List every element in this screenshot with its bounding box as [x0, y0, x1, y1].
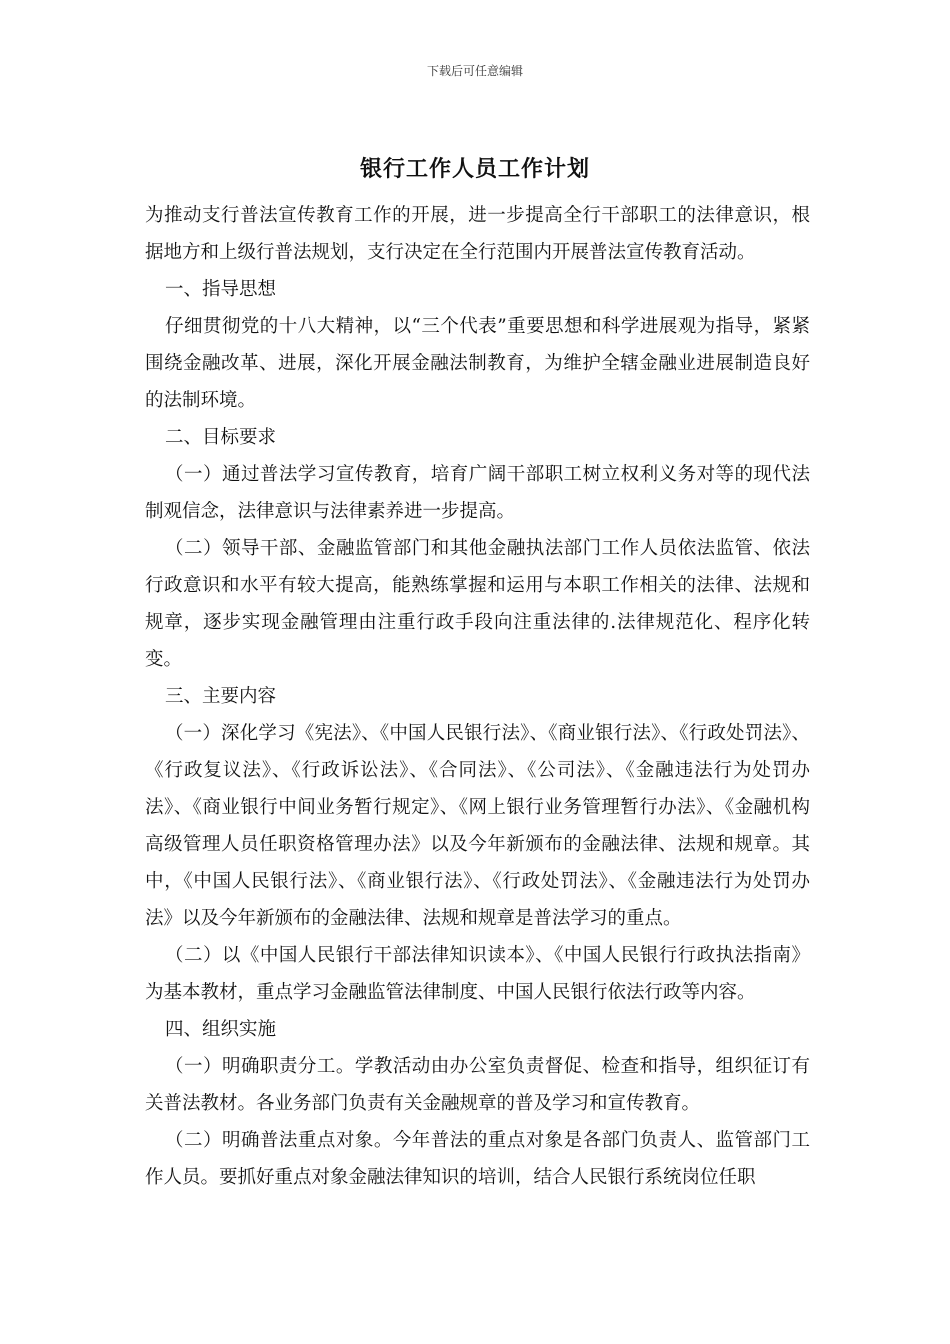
intro-paragraph: 为推动支行普法宣传教育工作的开展，进一步提高全行干部职工的法律意识，根据地方和上级行普法规划，支行决定在全行范围内开展普法宣传教育活动。 [145, 205, 810, 263]
goals-item-2: （二）领导干部、金融监管部门和其他金融执法部门工作人员依法监管、依法行政意识和水平有较大提高，能熟练掌握和运用与本职工作相关的法律、法规和规章，逐步实现金融管理由注重行政手段向注重法律的.法律规范化、程序化转变。 [145, 538, 810, 670]
section-heading-guiding-ideology: 一、指导思想 [165, 279, 277, 300]
guiding-ideology-paragraph: 仔细贯彻党的十八大精神，以“三个代表”重要思想和科学进展观为指导，紧紧围绕金融改革、进展，深化开展金融法制教育，为维护全辖金融业进展制造良好的法制环境。 [145, 316, 810, 411]
main-content-item-2: （二）以《中国人民银行干部法律知识读本》、《中国人民银行行政执法指南》为基本教材，重点学习金融监管法律制度、中国人民银行依法行政等内容。 [145, 945, 810, 1003]
goals-item-1: （一）通过普法学习宣传教育，培育广阔干部职工树立权利义务对等的现代法制观信念，法律意识与法律素养进一步提高。 [145, 464, 810, 522]
document-body [145, 197, 810, 1196]
header-note: 下载后可任意编辑 [426, 64, 523, 78]
section-heading-implementation: 四、组织实施 [165, 1019, 277, 1040]
section-heading-goals: 二、目标要求 [165, 427, 277, 448]
main-content-item-1: （一）深化学习《宪法》、《中国人民银行法》、《商业银行法》、《行政处罚法》、《行政复议法》、《行政诉讼法》、《合同法》、《公司法》、《金融违法行为处罚办法》、《商业银行中间业务暂行规定》、《网上银行业务管理暂行办法》、《金融机构高级管理人员任职资格管理办法》以及今年新颁布的金融法律、法规和规章。其中，《中国人民银行法》、《商业银行法》、《行政处罚法》、《金融违法行为处罚办法》以及今年新颁布的金融法律、法规和规章是普法学习的重点。 [145, 723, 810, 929]
section-heading-main-content: 三、主要内容 [165, 686, 277, 707]
implementation-item-2: （二）明确普法重点对象。今年普法的重点对象是各部门负责人、监管部门工作人员。要抓好重点对象金融法律知识的培训，结合人民银行系统岗位任职 [145, 1130, 810, 1188]
implementation-item-1: （一）明确职责分工。学教活动由办公室负责督促、检查和指导，组织征订有关普法教材。各业务部门负责有关金融规章的普及学习和宣传教育。 [145, 1056, 810, 1114]
page-title: 银行工作人员工作计划 [359, 156, 590, 182]
